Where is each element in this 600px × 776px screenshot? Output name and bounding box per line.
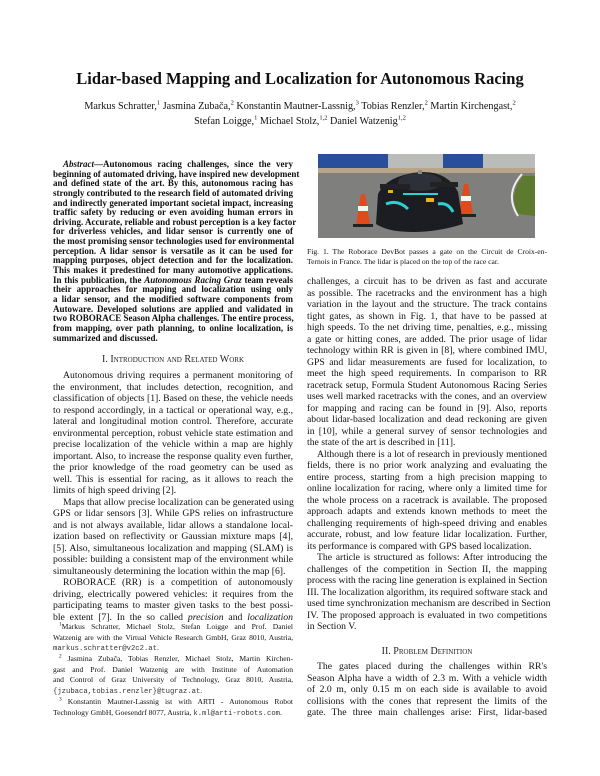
text-line: markus.schratter@v2c2.at. — [53, 643, 159, 654]
text-line: the prior knowledge of the road geometry can be used as — [53, 462, 293, 473]
text-line: racetrack setup, Formula Student Autonomous Racing Series — [307, 379, 547, 391]
text-line: and defined state of the art. By this, autonomous racing has — [53, 178, 293, 189]
affiliation-mark: 2 — [230, 99, 234, 107]
affiliation-mark: 2 — [424, 99, 428, 107]
paragraph — [53, 497, 293, 578]
text-line: collisions with the cones that represent the limits of the — [307, 695, 547, 707]
text-line: Technology GmbH, Goesendrf 8077, Austria, k.ml@arti-robots.com. — [53, 707, 282, 718]
text-line: In this publication, the Autonomous Racing Graz team reveals — [53, 274, 293, 285]
text-line: summarized and discussed. — [53, 332, 158, 343]
text-line: challenges of the competition in Section II, the mapping — [307, 563, 547, 575]
text-line: classification of objects [1]. Based on these, the vehicle needs — [53, 393, 293, 404]
section-heading-introduction: I. Introduction and Related Work — [101, 354, 245, 365]
text-line: beginning of automated driving, have inspired new development — [53, 168, 300, 179]
right-column-body — [307, 276, 551, 633]
text-line: The article is structured as follows: After introducing the — [317, 552, 547, 563]
text-line: Autonomous driving requires a permanent monitoring of — [63, 370, 293, 381]
text-line: strongly contributed to the research field of automated driving — [53, 187, 293, 198]
text-line: and Control of Graz University of Technology, Graz 8010, Austria, — [53, 675, 293, 685]
paragraph — [53, 697, 293, 718]
author-name: Stefan Loigge, — [194, 116, 255, 127]
text-line: of 2.0 m, only 0.15 m on each side is available to avoid — [307, 684, 547, 695]
text-line: and is not always available, lidar allows a standalone local- — [53, 519, 293, 531]
paper-title: Lidar-based Mapping and Localization for Autonomous Racing — [76, 69, 524, 88]
text-line: the state of the art is described in [11]. — [307, 437, 456, 448]
text-line: Ternois in France. The lidar is placed on the top of the race car. — [307, 257, 499, 266]
text-line: Maps that allow precise localization can be generated using — [63, 496, 294, 508]
text-line: limits of high speed driving [2]. — [53, 485, 177, 496]
text-line: Abstract—Autonomous racing challenges, since the very — [63, 159, 293, 169]
text-line: This makes it predestined for many automotive applications. — [53, 265, 293, 276]
text-line: tight gates, as shown in Fig. 1, that have to be passed at — [307, 310, 547, 322]
text-line: process with the racing line generation is explained in Section — [307, 575, 548, 586]
text-line: its performance is compared with GPS based localization. — [307, 540, 532, 552]
email-address: k.ml@arti-robots.com — [193, 709, 280, 718]
affiliation-mark: 1 — [254, 114, 258, 122]
text-line: meet the high speed requirements. In comparison to RR — [307, 368, 547, 379]
author-name: Jasmina Zubača, — [160, 101, 231, 112]
text-line: to respond accordingly, in a tactical or operational way, e.g., — [53, 404, 293, 416]
text-line: entire process, starting from a high precision mapping to — [307, 471, 547, 483]
footnote-mark: 1 — [59, 621, 62, 628]
text-line: challenging requirements of high-speed driving and enables — [307, 517, 547, 529]
text-line: technology within RR is given in [8], where combined IMU, — [307, 345, 547, 356]
paragraph — [53, 654, 293, 697]
affiliation-mark: 2 — [512, 99, 516, 107]
email-address: {jzubaca,tobias.renzler}@tugraz.at — [53, 688, 201, 697]
text-line: a lidar sensor, and the modified software components from — [53, 293, 293, 304]
text-line: driving, electrically powered vehicles: it requires from the — [53, 588, 293, 600]
text-line: GPS and lidar measurements are fused for localization, to — [307, 356, 547, 368]
text-line: approach adapts and extends known methods to meet the — [307, 506, 547, 517]
text-line: environmental perception, robust vehicle state estimation and — [53, 427, 293, 439]
paragraph — [307, 276, 547, 449]
paragraph — [307, 661, 547, 719]
paragraph — [53, 370, 293, 497]
text-line: mapping purposes, object detection and for the localization. — [53, 255, 293, 266]
text-line: as possible. The racetracks and the environment has a high — [307, 287, 547, 299]
text-line: participating teams to master given tasks to the best possi- — [53, 600, 293, 611]
section-heading-problem-definition: II. Problem Definition — [381, 646, 473, 657]
text-line: ble extent [7]. In the so called precision and localization — [53, 611, 293, 623]
text-line: driving. Accurate, reliable and robust perception is a key factor — [53, 216, 297, 227]
text-line: accurate, robust, and low feature lidar localization. Further, — [307, 529, 547, 540]
text-line: [5]. Also, simultaneous localization and mapping (SLAM) is — [53, 542, 293, 554]
text-line: GPS or lidar sensors [3]. While GPS relies on infrastructure — [53, 508, 293, 519]
text-line: the most promising sensor technologies used for environmental — [53, 236, 295, 247]
author-list — [20, 116, 580, 127]
author-name: Martin Kirchengast, — [427, 101, 513, 112]
affiliation-mark: 1 — [156, 99, 161, 107]
text-line: Although there is a lot of research in previously mentioned — [317, 448, 547, 460]
author-name: Michael Stolz, — [257, 116, 320, 127]
paragraph — [307, 552, 551, 633]
text-line: in Section V. — [307, 621, 357, 632]
paragraph — [307, 247, 547, 267]
text-line: used time synchronization mechanism are described in Section — [307, 598, 551, 609]
text-line: the whole process on a racetrack is available. The proposed — [307, 494, 547, 506]
figure-caption — [307, 247, 547, 267]
footnotes — [53, 622, 293, 718]
text-line: fields, there is no prior work analyzing and evaluating the — [307, 460, 547, 471]
text-line: online localization for racing, where only a limited time for — [307, 483, 547, 494]
text-line: Fig. 1. The Roborace DevBot passes a gate on the Circuit de Croix-en- — [307, 247, 547, 256]
text-line: high speeds. To the net driving time, penalties, e.g., missing — [307, 322, 547, 333]
text-line: precise localization of the vehicle within a map are highly — [53, 439, 293, 450]
text-line: about lidar-based localization and dead reckoning are given — [307, 414, 547, 425]
text-line: a gate or hitting cones, are added. The prior usage of lidar — [307, 333, 547, 345]
text-line: ization based on reflectivity or Gaussian mixture maps [4], — [53, 531, 293, 542]
text-line: and indirectly generated important societal impact, increasing — [53, 197, 293, 208]
text-line: in [10], while a general survey of sensor technologies and — [307, 425, 547, 437]
text-line: III. The localization algorithm, its required software stack and — [307, 586, 548, 598]
affiliation-mark: 1,2 — [397, 114, 406, 122]
author-name: Konstantin Mautner-Lassnig, — [233, 101, 356, 112]
abstract — [53, 159, 300, 343]
text-line: challenges, a circuit has to be driven as fast and accurate — [307, 276, 547, 287]
paragraph — [53, 159, 300, 343]
text-line: important. Also, to increase the response quality even further, — [53, 450, 293, 462]
text-line: from mapping, over path planning, to online localization, is — [53, 322, 293, 333]
text-line: IV. The proposed approach is evaluated in two competitions — [307, 609, 547, 621]
author-name: Markus Schratter, — [84, 101, 157, 112]
text-line: for mapping and racing can be found in [9]. Also, reports — [307, 402, 547, 414]
paragraph — [53, 622, 293, 654]
text-line: for driverless vehicles, and lidar sensor is currently one of — [53, 226, 293, 237]
text-line: the environment, that includes detection, recognition, and — [53, 381, 293, 393]
text-line: Season Alpha have a width of 2.3 m. With a vehicle width — [307, 672, 547, 684]
footnote-mark: 3 — [59, 696, 62, 703]
text-line: Watzenig are with the Virtual Vehicle Research GmbH, Graz 8010, Austria, — [53, 632, 293, 642]
email-address: markus.schratter@v2c2.at — [53, 645, 157, 654]
text-line: simultaneously determining the location within the map [6]. — [53, 565, 286, 577]
affiliation-mark: 3 — [355, 99, 359, 107]
text-line: gate. The three main challenges arise: First, lidar-based — [307, 707, 547, 718]
text-line: variation in the layout and the structure. The track contains — [307, 299, 547, 310]
text-line: well. This is essential for racing, as it allows to reach the — [53, 473, 293, 485]
section-introduction-body — [53, 370, 293, 623]
text-line: uses well marked racetracks with the cones, and an overview — [307, 391, 547, 402]
author-name: Daniel Watzenig — [327, 116, 398, 127]
text-line: $^1$Markus Schratter, Michael Stolz, Stefan Loigge and Prof. Daniel — [59, 621, 293, 631]
section-problem-definition-body — [307, 661, 547, 719]
text-line: {jzubaca,tobias.renzler}@tugraz.at. — [53, 686, 203, 697]
paragraph — [53, 577, 293, 623]
text-line: gast and Prof. Daniel Watzenig are with Institute of Automation — [53, 664, 293, 674]
text-line: $^2$ Jasmina Zubača, Tobias Renzler, Michael Stolz, Martin Kirchen- — [59, 653, 293, 664]
text-line: two ROBORACE Season Alpha challenges. The entire process, — [53, 313, 294, 324]
text-line: ROBORACE (RR) is a competition of autonomously — [63, 577, 293, 588]
text-line: $^3$ Konstantin Mautner-Lassnig ist with ARTI - Autonomous Robot — [59, 696, 293, 706]
text-line: traffic safety by reducing or even avoiding human errors in — [53, 207, 293, 218]
text-line: possible: building a consistent map of the environment while — [53, 554, 293, 565]
text-line: Autoware. Developed solutions are applied and validated in — [53, 303, 293, 314]
figure-race-car-photo — [318, 154, 535, 238]
text-line: their approaches for mapping and localization using only — [53, 284, 293, 295]
affiliation-mark: 1,2 — [319, 114, 328, 122]
footnote-mark: 2 — [59, 653, 62, 660]
author-name: Tobias Renzler, — [358, 101, 425, 112]
text-line: lateral and longitudinal motion control. Therefore, accurate — [53, 416, 293, 427]
text-line: The gates placed during the challenges within RR's — [317, 661, 547, 672]
author-list — [20, 101, 580, 112]
text-line: perception. A lidar sensor is versatile as it can be used for — [53, 245, 293, 256]
paragraph — [307, 449, 547, 553]
